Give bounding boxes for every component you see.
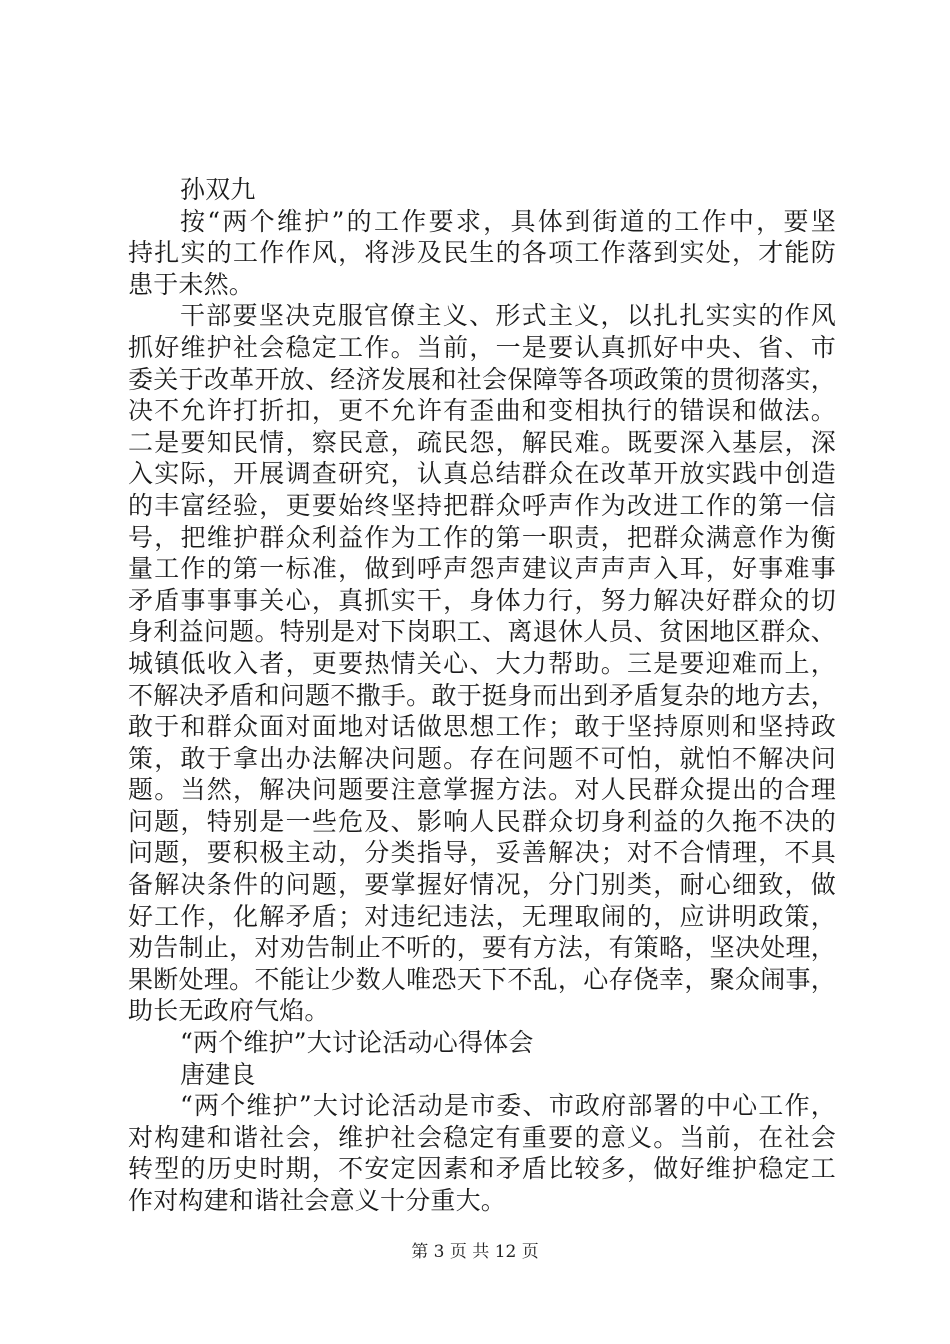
text-line: 好工作，化解矛盾；对违纪违法，无理取闹的，应讲明政策， <box>128 901 836 931</box>
text-line: 城镇低收入者，更要热情关心、大力帮助。三是要迎难而上， <box>128 648 836 678</box>
text-line: 孙双九 <box>180 175 256 204</box>
text-line: 唐建良 <box>180 1059 256 1089</box>
text-line: “两个维护”大讨论活动心得体会 <box>180 1028 534 1058</box>
text-line: 不解决矛盾和问题不撒手。敢于挺身而出到矛盾复杂的地方去， <box>128 680 836 710</box>
text-line: 矛盾事事事关心，真抓实干，身体力行，努力解决好群众的切 <box>128 585 836 615</box>
text-line: 策，敢于拿出办法解决问题。存在问题不可怕，就怕不解决问 <box>128 743 836 773</box>
text-line: 问题，要积极主动，分类指导，妥善解决；对不合情理，不具 <box>128 838 836 868</box>
text-line: 患于未然。 <box>128 269 255 299</box>
text-line: 决不允许打折扣，更不允许有歪曲和变相执行的错误和做法。 <box>128 396 836 426</box>
text-line: 量工作的第一标准，做到呼声怨声建议声声声入耳，好事难事 <box>128 554 836 584</box>
text-line: 持扎实的工作作风，将涉及民生的各项工作落到实处，才能防 <box>128 238 836 268</box>
text-line: 干部要坚决克服官僚主义、形式主义，以扎扎实实的作风 <box>180 301 836 331</box>
text-line: 委关于改革开放、经济发展和社会保障等各项政策的贯彻落实， <box>128 364 836 394</box>
text-line: 劝告制止，对劝告制止不听的，要有方法，有策略，坚决处理， <box>128 933 836 963</box>
text-line: 号，把维护群众利益作为工作的第一职责，把群众满意作为衡 <box>128 522 836 552</box>
text-line: 敢于和群众面对面地对话做思想工作；敢于坚持原则和坚持政 <box>128 712 836 742</box>
text-line: 助长无政府气焰。 <box>128 996 330 1026</box>
text-line: 按“两个维护”的工作要求，具体到街道的工作中，要坚 <box>180 206 836 236</box>
text-line: 问题，特别是一些危及、影响人民群众切身利益的久拖不决的 <box>128 806 836 836</box>
text-line: 备解决条件的问题，要掌握好情况，分门别类，耐心细致，做 <box>128 870 836 900</box>
text-line: 作对构建和谐社会意义十分重大。 <box>128 1186 507 1215</box>
text-line: “两个维护”大讨论活动是市委、市政府部署的中心工作， <box>180 1091 836 1121</box>
text-line: 入实际，开展调查研究，认真总结群众在改革开放实践中创造 <box>128 459 836 489</box>
text-line: 身利益问题。特别是对下岗职工、离退休人员、贫困地区群众、 <box>128 617 836 647</box>
text-line: 的丰富经验，更要始终坚持把群众呼声作为改进工作的第一信 <box>128 490 836 520</box>
text-line: 题。当然，解决问题要注意掌握方法。对人民群众提出的合理 <box>128 775 836 805</box>
text-line: 果断处理。不能让少数人唯恐天下不乱，心存侥幸，聚众闹事， <box>128 964 836 994</box>
text-line: 抓好维护社会稳定工作。当前，一是要认真抓好中央、省、市 <box>128 332 836 362</box>
text-line: 转型的历史时期，不安定因素和矛盾比较多，做好维护稳定工 <box>128 1154 836 1184</box>
text-line: 对构建和谐社会，维护社会稳定有重要的意义。当前，在社会 <box>128 1122 836 1152</box>
page-footer: 第 3 页 共 12 页 <box>411 1242 539 1262</box>
document-body <box>128 174 836 1217</box>
text-line: 二是要知民情，察民意，疏民怨，解民难。既要深入基层，深 <box>128 427 836 457</box>
